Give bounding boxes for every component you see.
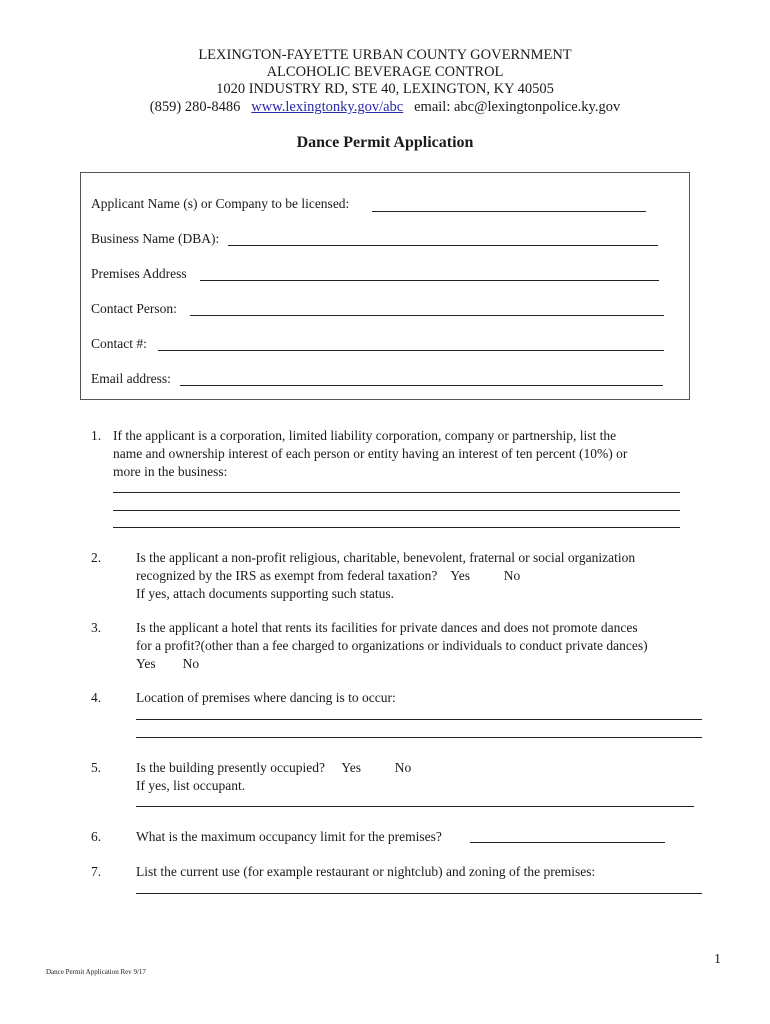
q5-question: Is the building presently occupied?: [136, 760, 325, 775]
q2-line-1: Is the applicant a non-profit religious, charitable, benevolent, fraternal or social organization: [136, 550, 636, 565]
q7-line-1: List the current use (for example restaurant or nightclub) and zoning of the premises:: [136, 864, 596, 879]
business-name-field[interactable]: [228, 245, 658, 246]
q5-no-option[interactable]: No: [394, 760, 412, 775]
header-website-link[interactable]: www.lexingtonky.gov/abc: [251, 99, 404, 115]
q4-answer-line-2[interactable]: [136, 737, 702, 738]
q6-number: 6.: [91, 829, 102, 844]
q5-line-1: [136, 759, 411, 777]
q1-answer-line-1[interactable]: [113, 492, 680, 493]
applicant-name-field[interactable]: [372, 211, 646, 212]
email-address-field[interactable]: [180, 385, 663, 386]
q3-line-1: Is the applicant a hotel that rents its facilities for private dances and does not promote dances: [136, 620, 638, 635]
q3-number: 3.: [91, 620, 102, 635]
header-contact-line: [0, 99, 770, 116]
q6-line-1: What is the maximum occupancy limit for the premises?: [136, 829, 442, 844]
q1-text: [113, 427, 713, 481]
q7-number: 7.: [91, 864, 102, 879]
header-department: ALCOHOLIC BEVERAGE CONTROL: [266, 64, 504, 80]
premises-address-label: Premises Address: [91, 266, 187, 281]
q1-answer-line-2[interactable]: [113, 510, 680, 511]
q4-number: 4.: [91, 690, 102, 705]
business-name-label: Business Name (DBA):: [91, 231, 220, 246]
q1-line-1: If the applicant is a corporation, limited liability corporation, company or partnership, list the: [113, 428, 617, 443]
q1-number: 1.: [91, 428, 102, 443]
page-number: 1: [714, 952, 721, 967]
q2-number: 2.: [91, 550, 102, 565]
q2-line-2: [136, 567, 520, 585]
contact-person-field[interactable]: [190, 315, 664, 316]
q1-line-3: more in the business:: [113, 464, 228, 479]
q1-line-2: name and ownership interest of each person or entity having an interest of ten percent (10%) or: [113, 446, 628, 461]
q5-line-2: If yes, list occupant.: [136, 778, 246, 793]
revision-footer: Dance Permit Application Rev 9/17: [46, 968, 146, 976]
q5-yes-option[interactable]: Yes: [341, 760, 361, 775]
q3-line-2: for a profit?(other than a fee charged to organizations or individuals to conduct private dances): [136, 638, 648, 653]
email-address-label: Email address:: [91, 371, 171, 386]
contact-person-label: Contact Person:: [91, 301, 177, 316]
q7-answer-line[interactable]: [136, 893, 702, 894]
q2-question: recognized by the IRS as exempt from federal taxation?: [136, 568, 438, 583]
contact-number-field[interactable]: [158, 350, 664, 351]
premises-address-field[interactable]: [200, 280, 659, 281]
q3-no-option[interactable]: No: [182, 656, 200, 671]
page-title: Dance Permit Application: [296, 134, 474, 151]
q5-answer-line[interactable]: [136, 806, 694, 807]
q5-number: 5.: [91, 760, 102, 775]
q1-answer-line-3[interactable]: [113, 527, 680, 528]
header-phone: (859) 280-8486: [149, 99, 241, 115]
q6-answer-line[interactable]: [470, 842, 665, 843]
q2-line-3: If yes, attach documents supporting such status.: [136, 586, 394, 601]
header-address: 1020 INDUSTRY RD, STE 40, LEXINGTON, KY 40505: [216, 81, 554, 97]
q2-yes-option[interactable]: Yes: [450, 568, 471, 583]
q3-yes-option[interactable]: Yes: [136, 656, 156, 671]
q4-answer-line-1[interactable]: [136, 719, 702, 720]
q4-line-1: Location of premises where dancing is to occur:: [136, 690, 396, 705]
header-agency: LEXINGTON-FAYETTE URBAN COUNTY GOVERNMENT: [198, 47, 572, 63]
q3-options: [136, 655, 199, 673]
contact-number-label: Contact #:: [91, 336, 147, 351]
applicant-name-label: Applicant Name (s) or Company to be licensed:: [91, 196, 350, 211]
header-email: email: abc@lexingtonpolice.ky.gov: [414, 99, 621, 115]
q2-no-option[interactable]: No: [503, 568, 521, 583]
